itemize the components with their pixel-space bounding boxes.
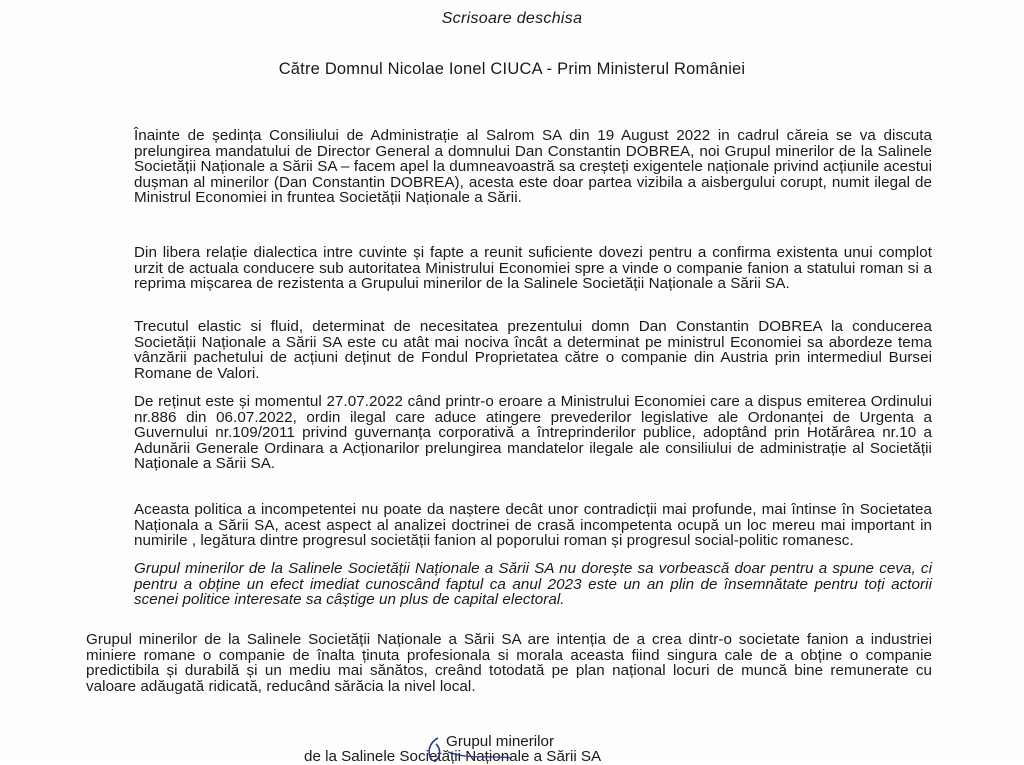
paragraph-4: De reținut este și momentul 27.07.2022 când printr-o eroare a Ministrului Economiei care a dispus emiterea Ordinului nr.886 din 06.07.2022, ordin ilegal care aduce atingere prevederilor legislative ale Ordonanței de Urgenta a Guvernului nr.109/2011 privind guvernanța corporativă a întreprinderilor publice, adoptând prin Hotărârea nr.10 a Adunării Generale Ordinara a Acționarilor prelungirea mandatelor ilegale ale consiliului de administrație al Societății Naționale a Sării SA. <box>134 393 932 473</box>
paragraph-5: Aceasta politica a incompetentei nu poate da naștere decât unor contradicții mai profunde, mai întinse în Societatea Naționala a Sării SA, acest aspect al analizei doctrinei de crasă incompetenta ocupă un loc mereu mai important in numirile , legătura dintre progresul societății fanion al poporului roman și progresul social-politic romanesc. <box>134 501 932 550</box>
paragraph-3: Trecutul elastic si fluid, determinat de necesitatea prezentului domn Dan Constantin DOBREA la conducerea Societății Naționale a Sării SA este cu atât mai nociva încât a determinat pe ministrul Economiei sa abordeze tema vânzării pachetului de acțiuni deținut de Fondul Proprietatea către o companie din Austria prin intermediul Bursei Romane de Valori. <box>134 318 932 382</box>
paragraph-2: Din libera relație dialectica intre cuvinte și fapte a reunit suficiente dovezi pentru a confirma existenta unui complot urzit de actuala conducere sub autoritatea Ministrului Economiei spre a vinde o companie fanion a statului roman si a reprima mișcarea de rezistenta a Grupului minerilor de la Salinele Societății Naționale a Sării SA. <box>134 244 932 293</box>
letter-addressee: Către Domnul Nicolae Ionel CIUCA - Prim Ministerul României <box>278 60 746 78</box>
paragraph-1: Înainte de ședința Consiliului de Administrație al Salrom SA din 19 August 2022 in cadrul căreia se va discuta prelungirea mandatului de Director General a domnului Dan Constantin DOBREA, noi Grupul minerilor de la Salinele Societății Naționale a Sării SA – facem apel la dumneavoastră sa creșteți exigentele naționale privind acțiunile acestui dușman al minerilor (Dan Constantin DOBREA), acesta este doar partea vizibila a aisbergului corupt, numit ilegal de Ministrul Economiei in fruntea Societății Naționale a Sării. <box>134 127 932 207</box>
paragraph-7: Grupul minerilor de la Salinele Societății Naționale a Sării SA are intenția de a crea dintr-o societate fanion a industriei miniere romane o companie de înalta ținuta profesionala si morala aceasta fiind singura cale de a obține o companie predictibila și durabilă și un mediu mai sănătos, creând totodată pe plan național locuri de muncă bine remunerate cu valoare adăugată ridicată, reducând sărăcia la nivel local. <box>86 631 932 695</box>
signature-line-1: Grupul minerilor <box>446 733 555 750</box>
letter-title: Scrisoare deschisa <box>441 10 583 27</box>
paragraph-6: Grupul minerilor de la Salinele Societății Naționale a Sării SA nu dorește sa vorbească doar pentru a spune ceva, ci pentru a obține un efect imediat cunoscând faptul ca anul 2023 este un an plin de însemnătate pentru toți actorii scenei politice interesate sa câștige un plus de capital electoral. <box>134 560 932 609</box>
signature-line-2: de la Salinele Societății Naționale a Sării SA <box>304 748 602 765</box>
